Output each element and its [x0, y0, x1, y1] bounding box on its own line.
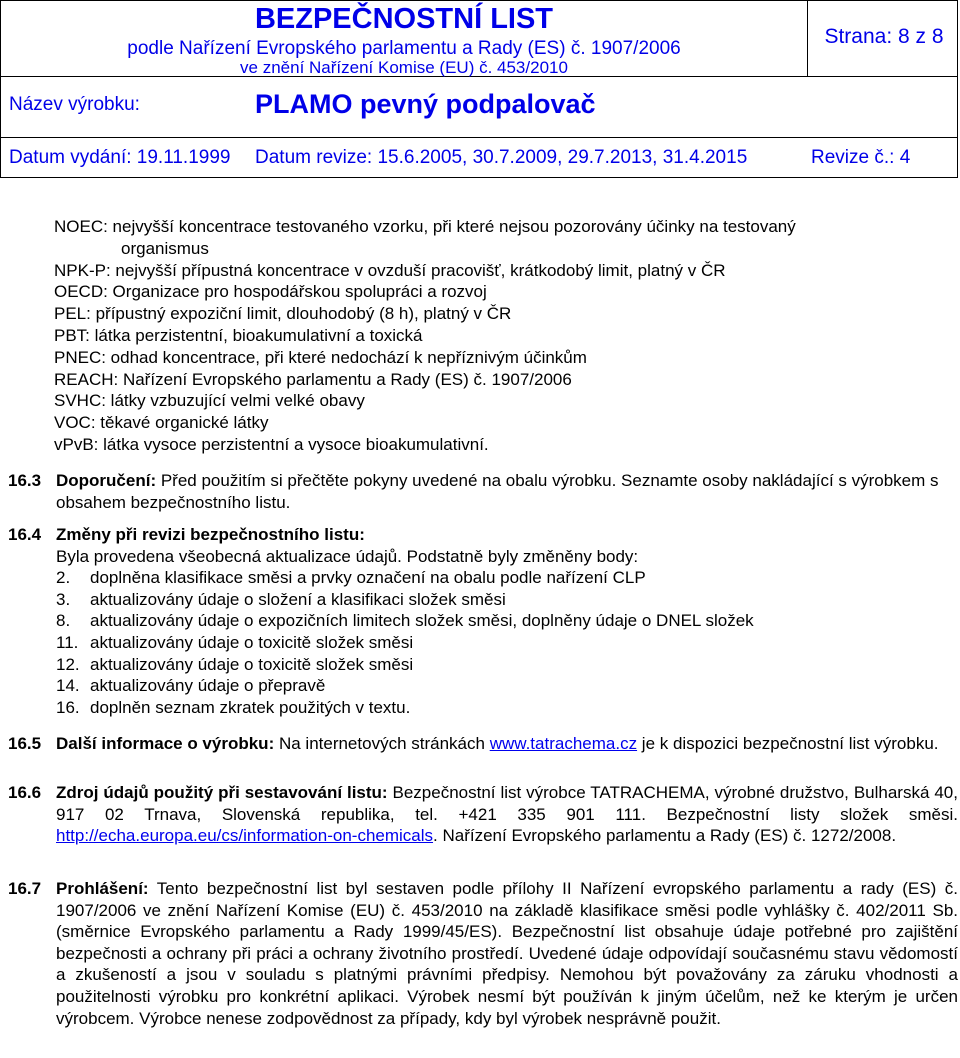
revision-number: Revize č.: 4: [811, 147, 911, 168]
change-item: [56, 654, 958, 676]
section-number: 16.5: [8, 734, 42, 753]
section-heading: Další informace o výrobku:: [56, 734, 275, 753]
item-text: aktualizovány údaje o toxicitě složek směsi: [90, 632, 414, 652]
section-16-6: [8, 782, 958, 847]
document-title: BEZPEČNOSTNÍ LIST: [254, 3, 554, 35]
section-heading: Prohlášení:: [56, 879, 149, 898]
revision-dates: Datum revize: 15.6.2005, 30.7.2009, 29.7.2013, 31.4.2015: [255, 147, 748, 168]
abbreviation-item: PEL: přípustný expoziční limit, dlouhodobý (8 h), platný v ČR: [54, 304, 512, 324]
item-number: 11.: [56, 632, 79, 652]
item-text: aktualizovány údaje o přepravě: [90, 676, 326, 696]
abbreviation-item: vPvB: látka vysoce perzistentní a vysoce bioakumulativní.: [54, 434, 489, 454]
section-number: 16.6: [8, 783, 42, 802]
item-number: 12.: [56, 654, 80, 674]
section-text: je k dispozici bezpečnostní list výrobku.: [637, 734, 939, 753]
section-body: [56, 524, 958, 718]
section-16-4: [8, 524, 958, 718]
change-item: [56, 610, 958, 632]
abbreviation-item: VOC: těkavé organické látky: [54, 413, 269, 433]
section-heading: Zdroj údajů použitý při sestavování listu:: [56, 783, 388, 802]
abbreviation-item: SVHC: látky vzbuzující velmi velké obavy: [54, 391, 365, 411]
item-text: doplněn seznam zkratek použitých v textu.: [90, 697, 411, 717]
section-body: [56, 470, 958, 513]
section-heading: Změny při revizi bezpečnostního listu:: [56, 525, 365, 544]
regulation-line: podle Nařízení Evropského parlamentu a Rady (ES) č. 1907/2006: [127, 38, 681, 59]
abbreviation-list: [54, 216, 796, 456]
section-body: [56, 782, 958, 847]
page-number: Strana: 8 z 8: [824, 25, 944, 48]
header-divider: [1, 137, 957, 138]
change-item: [56, 632, 958, 654]
abbreviation-item: NOEC: nejvyšší koncentrace testovaného vzorku, při které nejsou pozorovány účinky na testovaný: [54, 217, 796, 236]
abbreviation-item: NPK-P: nejvyšší přípustná koncentrace v ovzduší pracovišť, krátkodobý limit, platný v ČR: [54, 260, 726, 280]
change-item: [56, 567, 958, 589]
section-16-7: [8, 878, 958, 1029]
section-body: [56, 733, 958, 755]
item-number: 8.: [56, 611, 71, 631]
section-16-3: [8, 470, 958, 513]
abbreviation-item: REACH: Nařízení Evropského parlamentu a Rady (ES) č. 1907/2006: [54, 369, 572, 389]
section-text: . Nařízení Evropského parlamentu a Rady (ES) č. 1272/2008.: [433, 826, 897, 846]
abbreviation-item: PBT: látka perzistentní, bioakumulativní a toxická: [54, 325, 423, 345]
section-text: Před použitím si přečtěte pokyny uvedené na obalu výrobku. Seznamte osoby nakládající s výrobkem s obsahem bezpečnostního listu.: [56, 471, 939, 512]
item-number: 14.: [56, 676, 80, 696]
abbreviation-item: OECD: Organizace pro hospodářskou spolupráci a rozvoj: [54, 282, 487, 302]
section-heading: Doporučení:: [56, 471, 157, 490]
product-label: Název výrobku:: [9, 94, 140, 115]
section-16-5: [8, 733, 958, 755]
section-number: 16.3: [8, 471, 42, 490]
change-item: [56, 589, 958, 611]
amendment-line: ve znění Nařízení Komise (EU) č. 453/2010: [240, 58, 568, 77]
item-text: aktualizovány údaje o složení a klasifikaci složek směsi: [90, 589, 506, 609]
website-link[interactable]: www.tatrachema.cz: [489, 734, 638, 753]
change-item: [56, 675, 958, 697]
section-text: Bezpečnostní list výrobce TATRACHEMA, výrobné družstvo, Bulharská 40, 917 02 Trnava, Slovenská republika, tel. +421 335 901 111. Bezpečnostní listy složek směsi.: [56, 783, 958, 824]
section-intro: Byla provedena všeobecná aktualizace údajů. Podstatně byly změněny body:: [56, 546, 639, 566]
item-text: aktualizovány údaje o expozičních limitech složek směsi, doplněny údaje o DNEL složek: [90, 611, 754, 631]
item-text: doplněna klasifikace směsi a prvky označení na obalu podle nařízení CLP: [90, 568, 646, 588]
section-text: Na internetových stránkách: [274, 734, 490, 753]
abbreviation-item: PNEC: odhad koncentrace, při které nedochází k nepříznivým účinkům: [54, 347, 587, 367]
product-name: PLAMO pevný podpalovač: [255, 89, 596, 119]
issue-date: Datum vydání: 19.11.1999: [9, 147, 231, 168]
section-body: [56, 878, 958, 1029]
header-divider: [807, 1, 808, 76]
section-number: 16.7: [8, 879, 42, 898]
section-number: 16.4: [8, 525, 42, 544]
item-number: 2.: [56, 568, 71, 588]
item-text: aktualizovány údaje o toxicitě složek směsi: [90, 654, 414, 674]
item-number: 16.: [56, 697, 80, 717]
abbreviation-item: organismus: [121, 238, 209, 258]
item-number: 3.: [56, 589, 71, 609]
section-text: Tento bezpečnostní list byl sestaven podle přílohy II Nařízení evropského parlamentu a rady (ES) č. 1907/2006 ve znění Nařízení Komise (EU) č. 453/2010 na základě klasifikace směsi podle vyhlášky č. 402/2011 Sb. (směrnice Evropského parlamentu a Rady 1999/45/ES). Bezpečnostní list obsahuje údaje potřebné pro zajištění bezpečnosti a ochrany při práci a ochrany životního prostředí. Uvedené údaje odpovídají současnému stavu vědomostí a zkušeností a jsou v souladu s platnými právními předpisy. Nemohou být považovány za záruku vhodnosti a použitelnosti výrobku pro konkrétní aplikaci. Výrobek nesmí být používán k jiným účelům, než ke kterým je určen výrobcem. Výrobce nenese zodpovědnost za případy, kdy byl výrobek nesprávně použit.: [56, 879, 958, 1028]
change-item: [56, 697, 958, 719]
document-header: [0, 0, 958, 178]
echa-link[interactable]: http://echa.europa.eu/cs/information-on-chemicals: [56, 826, 434, 846]
